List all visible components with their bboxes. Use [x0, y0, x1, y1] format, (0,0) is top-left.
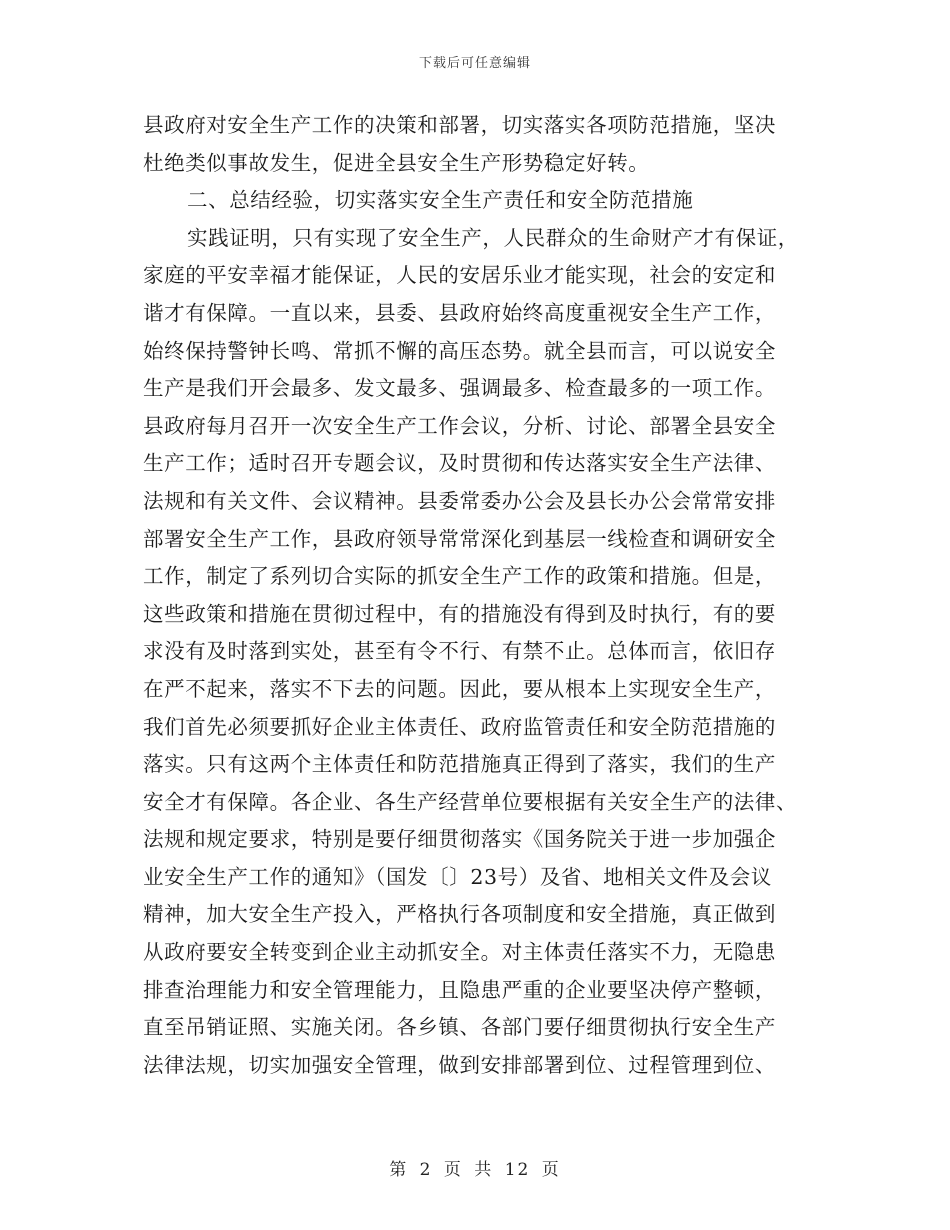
text-line: 家庭的平安幸福才能保证，人民的安居乐业才能实现，社会的安定和: [143, 263, 776, 288]
text-line: 县政府对安全生产工作的决策和部署，切实落实各项防范措施，坚决: [143, 113, 776, 137]
text-line: 杜绝类似事故发生，促进全县安全生产形势稳定好转。: [143, 150, 650, 175]
text-line: 法规和有关文件、会议精神。县委常委办公会及县长办公会常常安排: [143, 488, 776, 513]
text-line: 实践证明，只有实现了安全生产，人民群众的生命财产才有保证，: [187, 225, 799, 250]
text-line: 我们首先必须要抓好企业主体责任、政府监管责任和安全防范措施的: [143, 714, 776, 739]
text-line: 排查治理能力和安全管理能力，且隐患严重的企业要坚决停产整顿，: [143, 977, 776, 1002]
text-line: 精神，加大安全生产投入，严格执行各项制度和安全措施，真正做到: [143, 902, 776, 927]
text-line: 谐才有保障。一直以来，县委、县政府始终高度重视安全生产工作，: [143, 300, 776, 325]
section-heading: 二、总结经验，切实落实安全生产责任和安全防范措施: [187, 188, 694, 213]
text-line: 部署安全生产工作，县政府领导常常深化到基层一线检查和调研安全: [143, 526, 776, 551]
text-line: 生产工作；适时召开专题会议，及时贯彻和传达落实安全生产法律、: [143, 451, 776, 476]
text-line: 业安全生产工作的通知》（国发〔〕23号）及省、地相关文件及会议: [143, 864, 772, 889]
text-line: 法律法规，切实加强安全管理，做到安排部署到位、过程管理到位、: [143, 1052, 776, 1077]
document-body: [143, 107, 823, 1084]
text-line: 求没有及时落到实处，甚至有令不行、有禁不止。总体而言，依旧存: [143, 639, 776, 664]
text-line: 生产是我们开会最多、发文最多、强调最多、检查最多的一项工作。: [143, 376, 776, 401]
text-line: 从政府要安全转变到企业主动抓安全。对主体责任落实不力，无隐患: [143, 940, 776, 965]
page-number-footer: 第 2 页 共 12 页: [389, 1160, 561, 1180]
text-line: 落实。只有这两个主体责任和防范措施真正得到了落实，我们的生产: [143, 752, 776, 777]
text-line: 法规和规定要求，特别是要仔细贯彻落实《国务院关于进一步加强企: [143, 827, 776, 852]
text-line: 安全才有保障。各企业、各生产经营单位要根据有关安全生产的法律、: [143, 789, 798, 814]
text-line: 工作，制定了系列切合实际的抓安全生产工作的政策和措施。但是，: [143, 564, 776, 589]
text-line: 县政府每月召开一次安全生产工作会议，分析、讨论、部署全县安全: [143, 413, 776, 438]
text-line: 这些政策和措施在贯彻过程中，有的措施没有得到及时执行，有的要: [143, 601, 776, 626]
text-line: 直至吊销证照、实施关闭。各乡镇、各部门要仔细贯彻执行安全生产: [143, 1015, 776, 1040]
text-line: 在严不起来，落实不下去的问题。因此，要从根本上实现安全生产，: [143, 676, 776, 701]
text-line: 始终保持警钟长鸣、常抓不懈的高压态势。就全县而言，可以说安全: [143, 338, 776, 363]
page-header: 下载后可任意编辑: [418, 56, 531, 71]
